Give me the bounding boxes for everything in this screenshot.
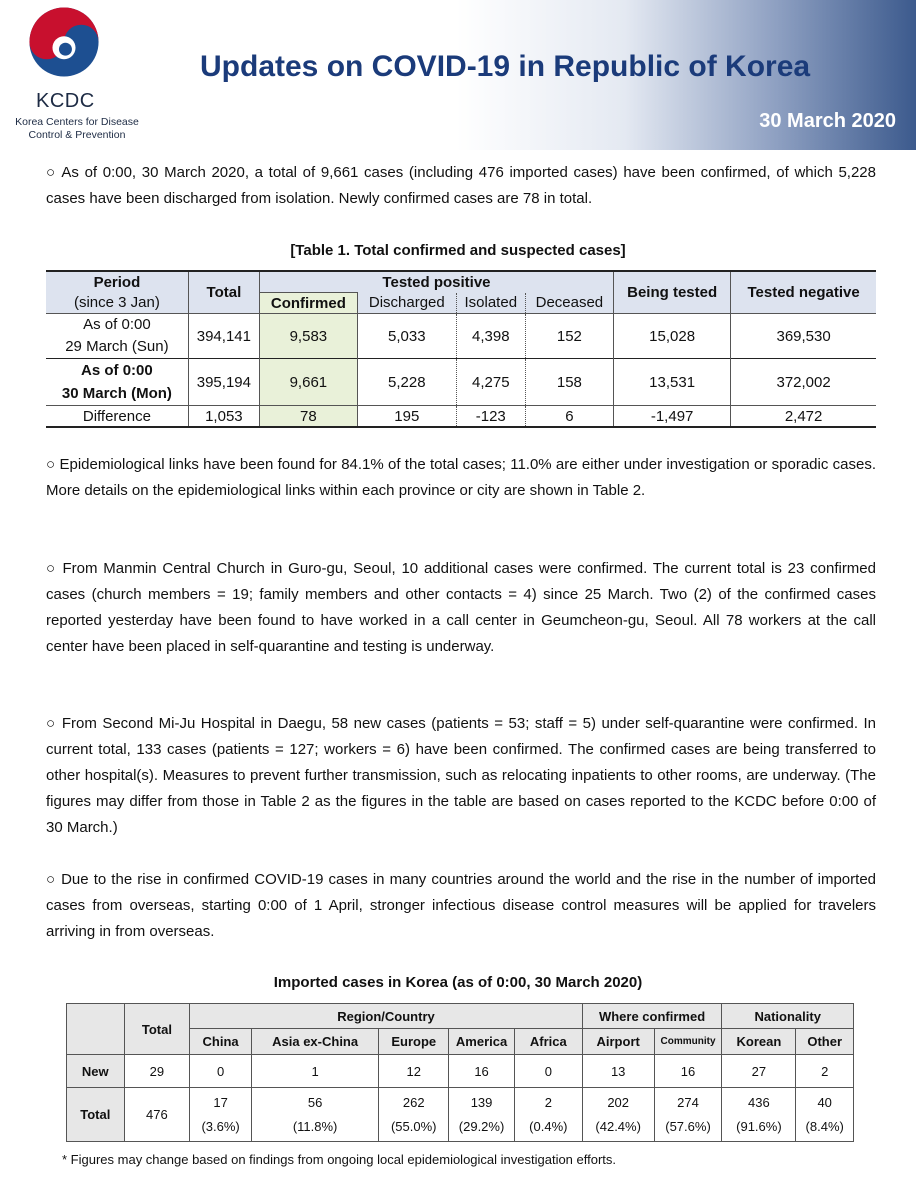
- cell-america: 16: [449, 1055, 515, 1088]
- percent: (3.6%): [201, 1118, 240, 1134]
- percent: (55.0%): [390, 1118, 437, 1134]
- cell-other: [796, 1088, 854, 1142]
- table1-caption: [Table 1. Total confirmed and suspected cases]: [290, 242, 626, 259]
- percent: (8.4%): [805, 1118, 844, 1134]
- header-america: America: [449, 1029, 515, 1055]
- cell-airport: 13: [582, 1055, 654, 1088]
- cell-deceased: 152: [525, 314, 613, 359]
- row-label: [46, 314, 188, 359]
- cell-isolated: 4,275: [456, 359, 525, 406]
- org-short-name: KCDC: [36, 90, 95, 112]
- org-full-name: [2, 116, 152, 142]
- value: 2: [544, 1094, 552, 1110]
- row-label-new: New: [67, 1055, 125, 1088]
- header-tested-negative: Tested negative: [731, 271, 876, 314]
- percent: (91.6%): [736, 1118, 782, 1134]
- cell-china: 0: [190, 1055, 252, 1088]
- cell-korean: 27: [722, 1055, 796, 1088]
- value: 262: [402, 1094, 425, 1110]
- paragraph-manmin-church: ○ From Manmin Central Church in Guro-gu, Seoul, 10 additional cases were confirmed. The current total is 23 confirmed cases (church members = 19; family members and other contacts = 4) since 25 March. Two (2) of the confirmed cases reported yesterday have been found to have worked in a call center in Geumcheon-gu, Seoul. All 78 workers at the call center have been placed in self-quarantine and testing is underway.: [46, 560, 876, 655]
- corner-cell: [67, 1004, 125, 1055]
- header-africa: Africa: [514, 1029, 582, 1055]
- cell-being-tested: 13,531: [614, 359, 731, 406]
- percent: (42.4%): [595, 1118, 641, 1134]
- value: 436: [748, 1094, 770, 1110]
- cell-africa: 0: [514, 1055, 582, 1088]
- cell-europe: [379, 1088, 449, 1142]
- paragraph-summary: ○ As of 0:00, 30 March 2020, a total of 9,661 cases (including 476 imported cases) have been confirmed, of which 5,228 cases have been discharged from isolation. Newly confirmed cases are 78 in total.: [46, 164, 876, 207]
- row-label-line-1: As of 0:00: [81, 362, 153, 379]
- cell-total: 476: [124, 1088, 190, 1142]
- value: 40: [817, 1094, 832, 1110]
- org-full-name-line-2: Control & Prevention: [28, 129, 126, 141]
- cell-asia-ex-china: 1: [251, 1055, 378, 1088]
- header-asia-ex-china: Asia ex-China: [251, 1029, 378, 1055]
- document-header: [0, 0, 916, 150]
- value: 139: [470, 1094, 493, 1110]
- header-period: Period: [46, 271, 188, 293]
- page-title: Updates on COVID-19 in Republic of Korea: [200, 50, 811, 83]
- row-label-line-2: 29 March (Sun): [65, 338, 169, 355]
- cell-china: [190, 1088, 252, 1142]
- cell-discharged: 5,228: [357, 359, 456, 406]
- header-korean: Korean: [722, 1029, 796, 1055]
- footnote: * Figures may change based on findings from ongoing local epidemiological investigation efforts.: [62, 1152, 617, 1167]
- percent: (11.8%): [292, 1118, 338, 1134]
- header-region: Region/Country: [190, 1004, 582, 1029]
- row-label-difference: Difference: [46, 406, 188, 428]
- cell-confirmed: 78: [259, 406, 357, 428]
- cell-america: [449, 1088, 515, 1142]
- cell-tested-negative: 2,472: [784, 407, 823, 425]
- cell-total: 1,053: [188, 406, 259, 428]
- cell-total: 395,194: [188, 359, 259, 406]
- cell-confirmed: 9,583: [259, 314, 357, 359]
- cell-community: 16: [654, 1055, 722, 1088]
- header-period-sub: (since 3 Jan): [46, 293, 188, 314]
- cell-europe: 12: [379, 1055, 449, 1088]
- cell-deceased: 158: [525, 359, 613, 406]
- value: 56: [307, 1094, 323, 1110]
- cell-tested-negative: 369,530: [776, 327, 831, 345]
- header-being-tested: Being tested: [614, 271, 731, 314]
- row-label-total: Total: [67, 1088, 125, 1142]
- header-community: Community: [654, 1029, 722, 1055]
- cell-deceased: 6: [525, 406, 613, 428]
- value: 202: [607, 1094, 630, 1110]
- kcdc-taegeuk-logo: [28, 6, 100, 78]
- cell-discharged: 5,033: [357, 314, 456, 359]
- cell-tested-negative: 372,002: [776, 373, 831, 391]
- row-label: [46, 359, 188, 406]
- row-label-line-1: As of 0:00: [83, 316, 151, 333]
- paragraph-imported-measures: ○ Due to the rise in confirmed COVID-19 cases in many countries around the world and the rise in the number of imported cases from overseas, starting 0:00 of 1 April, stronger infectious disease control measures will be applied for travelers arriving in from overseas.: [46, 871, 876, 940]
- header-nationality: Nationality: [722, 1004, 854, 1029]
- cell-being-tested: -1,497: [614, 406, 731, 428]
- cell-being-tested: 15,028: [614, 314, 731, 359]
- percent: (57.6%): [665, 1118, 711, 1134]
- row-label-line-2: 30 March (Mon): [61, 385, 172, 402]
- cell-africa: [514, 1088, 582, 1142]
- value: 274: [677, 1094, 699, 1110]
- cell-total: 29: [124, 1055, 190, 1088]
- header-total: Total: [188, 271, 259, 314]
- paragraph-epidemiological-links: ○ Epidemiological links have been found for 84.1% of the total cases; 11.0% are either under investigation or sporadic cases. More details on the epidemiological links within each province or city are shown in Table 2.: [46, 456, 876, 499]
- cell-community: [654, 1088, 722, 1142]
- header-deceased: Deceased: [525, 293, 613, 314]
- cell-asia-ex-china: [251, 1088, 378, 1142]
- paragraph-miju-hospital: ○ From Second Mi-Ju Hospital in Daegu, 58 new cases (patients = 53; staff = 5) under self-quarantine were confirmed. In current total, 133 cases (patients = 127; workers = 6) have been confirmed. The confirmed cases are being transferred to other hospital(s). Measures to prevent further transmission, such as relocating inpatients to other rooms, are underway. (The figures may differ from those in Table 2 as the figures in the table are based on cases reported to the KCDC before 0:00 of 30 March.): [46, 715, 876, 836]
- header-europe: Europe: [379, 1029, 449, 1055]
- cell-isolated: -123: [456, 406, 525, 428]
- header-other: Other: [796, 1029, 854, 1055]
- table2-caption: Imported cases in Korea (as of 0:00, 30 March 2020): [273, 974, 643, 991]
- header-total: Total: [124, 1004, 190, 1055]
- cell-airport: [582, 1088, 654, 1142]
- report-date: 30 March 2020: [759, 110, 896, 132]
- cell-discharged: 195: [357, 406, 456, 428]
- header-where-confirmed: Where confirmed: [582, 1004, 722, 1029]
- table-imported-cases: [66, 1003, 854, 1142]
- cell-confirmed: 9,661: [259, 359, 357, 406]
- org-full-name-line-1: Korea Centers for Disease: [15, 116, 139, 128]
- header-isolated: Isolated: [456, 293, 525, 314]
- percent: (0.4%): [529, 1118, 568, 1134]
- table-confirmed-suspected: [46, 270, 876, 428]
- header-discharged: Discharged: [357, 293, 456, 314]
- cell-total: 394,141: [188, 314, 259, 359]
- header-airport: Airport: [582, 1029, 654, 1055]
- cell-other: 2: [796, 1055, 854, 1088]
- value: 17: [213, 1094, 228, 1110]
- cell-isolated: 4,398: [456, 314, 525, 359]
- header-tested-positive: Tested positive: [259, 271, 613, 293]
- header-china: China: [190, 1029, 252, 1055]
- header-confirmed: Confirmed: [259, 293, 357, 314]
- percent: (29.2%): [458, 1118, 505, 1134]
- cell-korean: [722, 1088, 796, 1142]
